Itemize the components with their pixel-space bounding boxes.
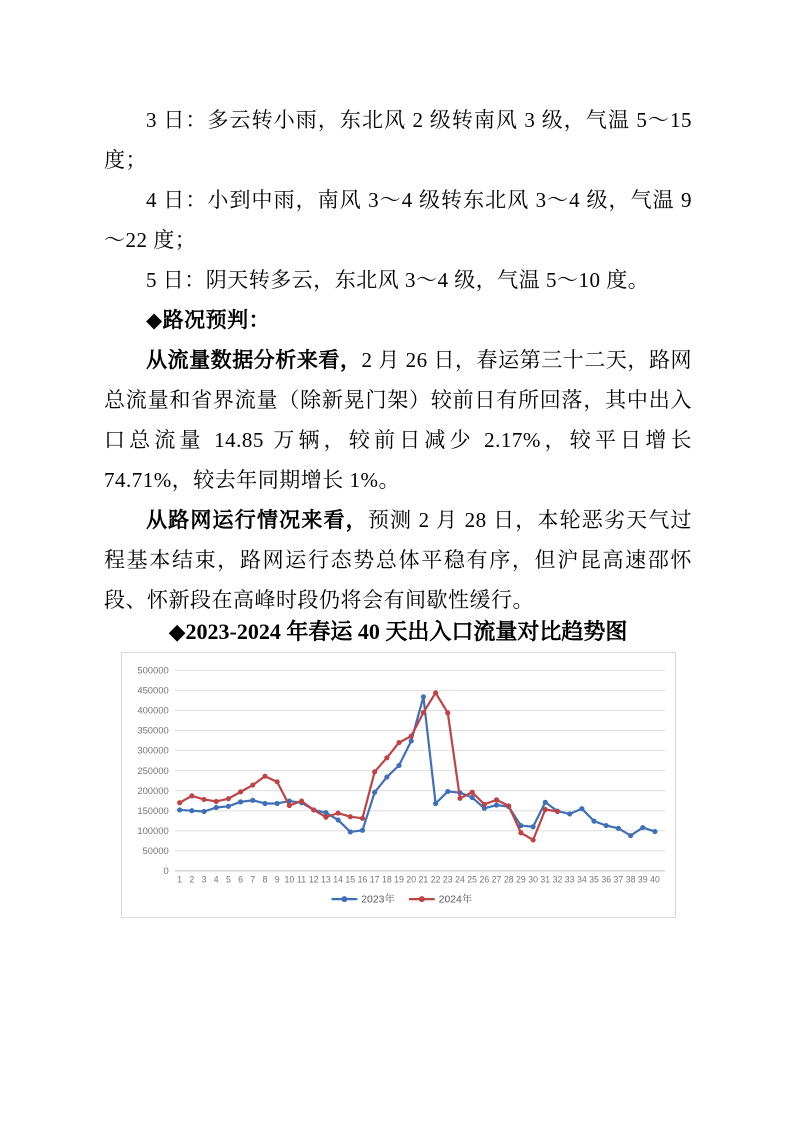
x-tick-label: 4	[213, 874, 219, 885]
x-tick-label: 21	[418, 874, 429, 885]
data-point-marker	[384, 774, 389, 779]
data-point-marker	[311, 807, 316, 812]
x-tick-label: 28	[503, 874, 514, 885]
x-tick-label: 35	[589, 874, 599, 885]
data-point-marker	[360, 816, 365, 821]
network-operation-lead: 从路网运行情况来看，	[146, 508, 368, 532]
data-point-marker	[543, 807, 548, 812]
data-point-marker	[201, 797, 206, 802]
x-tick-label: 40	[650, 874, 660, 885]
data-point-marker	[555, 809, 560, 814]
x-tick-label: 24	[455, 874, 465, 885]
data-point-marker	[226, 796, 231, 801]
data-point-marker	[567, 811, 572, 816]
legend-label: 2023年	[361, 894, 395, 906]
data-point-marker	[177, 800, 182, 805]
data-point-marker	[396, 763, 401, 768]
x-tick-label: 34	[576, 874, 587, 885]
data-point-marker	[433, 690, 438, 695]
data-point-marker	[275, 779, 280, 784]
data-point-marker	[348, 814, 353, 819]
data-point-marker	[518, 830, 523, 835]
x-tick-label: 9	[274, 874, 280, 885]
x-tick-label: 26	[479, 874, 490, 885]
x-tick-label: 13	[321, 874, 331, 885]
network-operation-text: 预测 2 月 28 日，本轮恶劣天气过程基本结束，路网运行态势总体平稳有序，但沪昆高速邵怀段、怀新段在高峰时段仍将会有间歇性缓行。	[104, 508, 693, 612]
x-tick-label: 2	[189, 874, 195, 885]
data-point-marker	[421, 694, 426, 699]
y-tick-label: 200000	[137, 784, 169, 796]
weather-forecast-day5: 5 日：阴天转多云，东北风 3～4 级，气温 5～10 度。	[146, 268, 650, 292]
flow-comparison-chart	[121, 652, 676, 918]
data-point-marker	[189, 793, 194, 798]
line-chart-canvas	[122, 653, 675, 917]
y-tick-label: 150000	[137, 804, 169, 816]
data-point-marker	[433, 801, 438, 806]
y-tick-label: 450000	[137, 684, 169, 696]
data-point-marker	[238, 789, 243, 794]
data-point-marker	[372, 790, 377, 795]
series-2024年	[177, 690, 560, 842]
x-tick-label: 17	[369, 874, 380, 885]
x-tick-label: 3	[201, 874, 207, 885]
x-tick-label: 27	[491, 874, 502, 885]
y-tick-label: 250000	[137, 764, 169, 776]
flow-analysis-text: 2 月 26 日，春运第三十二天，路网总流量和省界流量（除新晃门架）较前日有所回落，其中出入口总流量 14.85 万辆，较前日减少 2.17%，较平日增长 74.71%，较去年同期增长 1%。	[104, 348, 692, 492]
x-tick-label: 7	[250, 874, 256, 885]
data-point-marker	[287, 803, 292, 808]
data-point-marker	[299, 799, 304, 804]
x-tick-label: 1	[177, 874, 183, 885]
data-point-marker	[177, 807, 182, 812]
data-point-marker	[250, 782, 255, 787]
data-point-marker	[409, 734, 414, 739]
data-point-marker	[201, 809, 206, 814]
series-line	[180, 693, 558, 840]
chart-title: ◆2023-2024 年春运 40 天出入口流量对比趋势图	[168, 619, 628, 644]
network-operation-paragraph	[104, 500, 692, 620]
x-tick-label: 22	[430, 874, 441, 885]
x-tick-label: 10	[284, 874, 295, 885]
data-point-marker	[531, 837, 536, 842]
x-tick-label: 15	[345, 874, 356, 885]
data-point-marker	[348, 829, 353, 834]
data-point-marker	[531, 824, 536, 829]
x-tick-label: 6	[238, 874, 244, 885]
series-line	[180, 697, 655, 836]
data-point-marker	[640, 825, 645, 830]
data-point-marker	[457, 796, 462, 801]
data-point-marker	[604, 823, 609, 828]
data-point-marker	[250, 798, 255, 803]
y-tick-label: 100000	[137, 824, 169, 836]
data-point-marker	[652, 829, 657, 834]
data-point-marker	[214, 805, 219, 810]
data-point-marker	[506, 803, 511, 808]
traffic-flow-analysis-paragraph	[104, 340, 692, 500]
data-point-marker	[421, 710, 426, 715]
x-tick-label: 37	[613, 874, 624, 885]
data-point-marker	[445, 789, 450, 794]
data-point-marker	[628, 833, 633, 838]
x-tick-label: 18	[381, 874, 392, 885]
x-tick-label: 23	[442, 874, 453, 885]
data-point-marker	[543, 800, 548, 805]
data-point-marker	[275, 801, 280, 806]
data-point-marker	[409, 738, 414, 743]
x-axis-labels	[177, 874, 660, 884]
x-tick-label: 11	[297, 874, 307, 885]
data-point-marker	[336, 811, 341, 816]
weather-forecast-day4: 4 日：小到中雨，南风 3～4 级转东北风 3～4 级，气温 9～22 度；	[104, 188, 692, 252]
data-point-marker	[189, 808, 194, 813]
x-tick-label: 39	[637, 874, 648, 885]
x-tick-label: 16	[357, 874, 368, 885]
x-tick-label: 8	[262, 874, 268, 885]
x-tick-label: 32	[552, 874, 563, 885]
x-tick-label: 30	[528, 874, 538, 885]
x-tick-label: 20	[406, 874, 417, 885]
data-point-marker	[336, 817, 341, 822]
flow-analysis-lead: 从流量数据分析来看，	[146, 348, 362, 372]
y-tick-label: 500000	[137, 664, 169, 676]
series-2023年	[177, 694, 657, 838]
x-tick-label: 5	[225, 874, 231, 885]
x-tick-label: 31	[540, 874, 551, 885]
y-tick-label: 0	[163, 865, 169, 877]
x-tick-label: 38	[625, 874, 636, 885]
x-tick-label: 19	[394, 874, 404, 885]
y-axis-labels	[137, 665, 168, 876]
y-tick-label: 50000	[142, 844, 169, 856]
data-point-marker	[323, 810, 328, 815]
data-point-marker	[470, 795, 475, 800]
data-point-marker	[445, 710, 450, 715]
data-point-marker	[494, 803, 499, 808]
x-tick-label: 14	[333, 874, 343, 885]
data-point-marker	[384, 755, 389, 760]
x-tick-label: 25	[467, 874, 478, 885]
weather-forecast-day3: 3 日：多云转小雨，东北风 2 级转南风 3 级，气温 5～15 度；	[104, 108, 692, 172]
data-point-marker	[482, 802, 487, 807]
data-point-marker	[262, 801, 267, 806]
data-point-marker	[226, 804, 231, 809]
data-point-marker	[214, 799, 219, 804]
legend-marker-swatch	[341, 896, 347, 902]
data-point-marker	[591, 819, 596, 824]
legend-label: 2024年	[438, 894, 473, 906]
chart-legend	[332, 893, 473, 906]
x-tick-label: 12	[308, 874, 319, 885]
data-point-marker	[360, 828, 365, 833]
section-header-road-forecast: ◆路况预判：	[146, 308, 271, 332]
y-tick-label: 350000	[137, 724, 169, 736]
data-point-marker	[238, 799, 243, 804]
x-tick-label: 36	[601, 874, 612, 885]
x-tick-label: 29	[516, 874, 526, 885]
y-tick-label: 300000	[137, 744, 169, 756]
data-point-marker	[494, 797, 499, 802]
data-point-marker	[470, 790, 475, 795]
data-point-marker	[396, 740, 401, 745]
data-point-marker	[323, 815, 328, 820]
data-point-marker	[579, 806, 584, 811]
data-point-marker	[616, 826, 621, 831]
gridlines	[175, 670, 665, 870]
document-body	[104, 100, 692, 620]
data-point-marker	[262, 774, 267, 779]
data-point-marker	[372, 769, 377, 774]
x-tick-label: 33	[564, 874, 575, 885]
y-tick-label: 400000	[137, 704, 169, 716]
legend-marker-swatch	[419, 896, 425, 902]
